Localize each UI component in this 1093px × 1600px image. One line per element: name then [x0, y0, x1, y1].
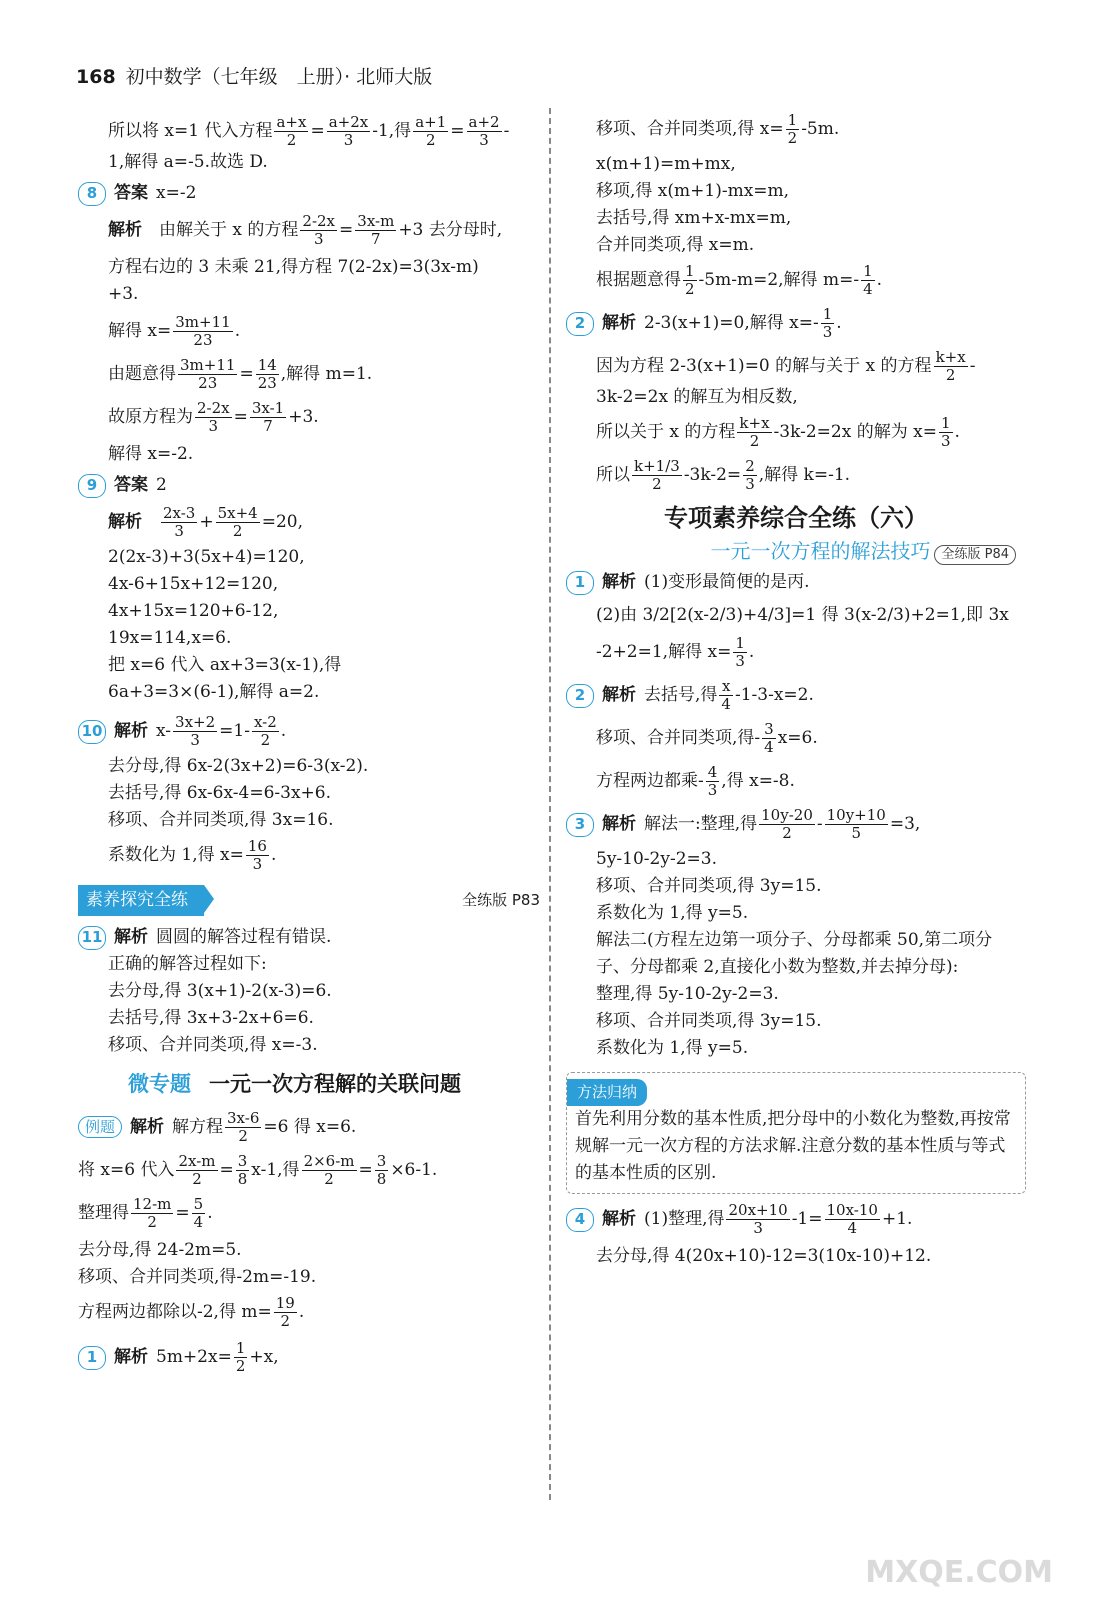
text-line: 移项、合并同类项,得-2m=-19. [78, 1267, 317, 1287]
text-line: 整理,得 5y-10-2y-2=3. [596, 984, 779, 1004]
analysis-label: 解析 [602, 1209, 636, 1229]
text-line: 因为方程 2-3(x+1)=0 的解与关于 x 的方程 $\frac{k+x}{2}$ - [596, 348, 976, 384]
text-line: x(m+1)=m+mx, [596, 154, 736, 174]
text-line: 4x-6+15x+12=120, [108, 574, 279, 594]
text-line: 合并同类项,得 x=m. [596, 235, 755, 255]
answer-label: 答案 [114, 475, 148, 495]
text-line: 系数化为 1,得 y=5. [596, 903, 749, 923]
text-line: 6a+3=3×(6-1),解得 a=2. [108, 682, 320, 702]
text-line: 移项、合并同类项,得- $\frac{3}{4}$ x=6. [596, 720, 818, 756]
text-line: 解得 x=-2. [108, 444, 194, 464]
analysis-label: 解析 [602, 313, 636, 333]
skill-question-4: 4 解析 (1)整理,得 $\frac{20x+10}{3}$ -1= $\frac{10x-10}{4}$ +1. [566, 1202, 1026, 1237]
page-reference: 全练版 P84 [934, 545, 1016, 565]
example-tag: 例题 [78, 1116, 122, 1138]
skill-question-2: 2 解析 去括号,得 $\frac{x}{4}$ -1-3-x=2. [566, 678, 1026, 713]
analysis-label: 解析 [602, 572, 636, 592]
skill-question-1: 1 解析 (1)变形最简便的是丙. [566, 569, 1026, 596]
text-line: 方程两边都除以-2,得 m= $\frac{19}{2}$ . [78, 1294, 305, 1330]
analysis-label: 解析 [602, 814, 636, 834]
text-line: 1,解得 a=-5.故选 D. [108, 152, 268, 172]
text-line: 解析 $\frac{2x-3}{3}$ + $\frac{5x+4}{2}$ =20, [108, 504, 304, 540]
method-text: 首先利用分数的基本性质,把分母中的小数化为整数,再按常规解一元一次方程的方法求解.注意分数的基本性质与等式的基本性质的区别. [575, 1109, 1011, 1183]
question-8 [78, 180, 540, 207]
text-line: 解析 由解关于 x 的方程 $\frac{2-2x}{3}$ = $\frac{3x-m}{7}$ +3 去分母时, [108, 212, 503, 248]
question-number: 10 [78, 720, 106, 744]
question-2: 2 解析 2-3(x+1)=0,解得 x=- $\frac{1}{3}$ . [566, 306, 1026, 341]
analysis-label: 解析 [114, 721, 148, 741]
text-line: 系数化为 1,得 x= $\frac{16}{3}$ . [108, 837, 277, 873]
analysis-label: 解析 [602, 685, 636, 705]
text-line: 方程两边都乘- $\frac{4}{3}$ ,得 x=-8. [596, 763, 795, 799]
text-line: 将 x=6 代入 $\frac{2x-m}{2}$ = $\frac{3}{8}$ x-1,得 $\frac{2\times 6-m}{2}$ = $\frac{3}{8}$ ×6-1. [78, 1152, 438, 1188]
text-line: 移项、合并同类项,得 x=-3. [108, 1035, 318, 1055]
text-line: 去分母,得 24-2m=5. [78, 1240, 242, 1260]
text-line: 移项、合并同类项,得 3y=15. [596, 876, 822, 896]
column-divider [549, 108, 551, 1500]
text-line: 方程右边的 3 未乘 21,得方程 7(2-2x)=3(3x-m) [108, 257, 479, 277]
text-line: 4x+15x=120+6-12, [108, 601, 279, 621]
text-line: 正确的解答过程如下: [108, 954, 267, 974]
text-line: 去分母,得 3(x+1)-2(x-3)=6. [108, 981, 332, 1001]
method-summary-box [566, 1072, 1026, 1194]
text-line: +3. [108, 284, 139, 304]
text-line: 根据题意得 $\frac{1}{2}$ -5m-m=2,解得 m=- $\frac{1}{4}$ . [596, 262, 883, 298]
text-line: 去括号,得 xm+x-mx=m, [596, 208, 792, 228]
text-line: 去分母,得 6x-2(3x+2)=6-3(x-2). [108, 756, 369, 776]
question-number: 2 [566, 312, 594, 336]
question-11: 11 解析 圆圆的解答过程有错误. [78, 924, 540, 951]
left-column [78, 112, 540, 1375]
micro-topic-title: 微专题 一元一次方程解的关联问题 [128, 1072, 461, 1096]
method-tag: 方法归纳 [567, 1079, 647, 1106]
text-line: -2+2=1,解得 x= $\frac{1}{3}$ . [596, 634, 755, 670]
analysis-label: 解析 [114, 927, 148, 947]
question-number: 11 [78, 926, 106, 950]
question-9 [78, 472, 540, 499]
text-line: 故原方程为 $\frac{2-2x}{3}$ = $\frac{3x-1}{7}$ +3. [108, 399, 319, 435]
question-number: 2 [566, 684, 594, 708]
section-subtitle: 一元一次方程的解法技巧 全练版 P84 [566, 538, 1016, 565]
answer-value: 2 [156, 475, 167, 495]
question-number: 1 [78, 1346, 106, 1370]
page-reference: 全练版 P83 [462, 891, 540, 909]
text-paragraph: 解法二(方程左边第一项分子、分母都乘 50,第二项分子、分母都乘 2,直接化小数为整数,并去掉分母): [596, 930, 993, 977]
text-line: 把 x=6 代入 ax+3=3(x-1),得 [108, 655, 342, 675]
page-header [76, 62, 432, 89]
text-line: 19x=114,x=6. [108, 628, 232, 648]
section-header [78, 873, 540, 916]
text-line: 去括号,得 3x+3-2x+6=6. [108, 1008, 314, 1028]
text-line: 所以 $\frac{k+1/3}{2}$ -3k-2= $\frac{2}{3}$ ,解得 k=-1. [596, 457, 851, 493]
text-line: 系数化为 1,得 y=5. [596, 1038, 749, 1058]
question-1: 1 解析 5m+2x= $\frac{1}{2}$ +x, [78, 1340, 540, 1375]
answer-value: x=-2 [156, 183, 197, 203]
watermark: MXQE.COM [865, 1555, 1053, 1590]
question-number: 1 [566, 571, 594, 595]
text-line: 由题意得 $\frac{3m+11}{23}$ = $\frac{14}{23}$ ,解得 m=1. [108, 356, 373, 392]
text-line: 整理得 $\frac{12-m}{2}$ = $\frac{5}{4}$ . [78, 1195, 213, 1231]
text-line: 所以关于 x 的方程 $\frac{k+x}{2}$ -3k-2=2x 的解为 x= $\frac{1}{3}$ . [596, 414, 960, 450]
question-number: 4 [566, 1208, 594, 1232]
section-banner: 素养探究全练 [78, 885, 204, 916]
question-number: 8 [78, 182, 106, 206]
analysis-label: 解析 [114, 1347, 148, 1367]
question-number: 3 [566, 813, 594, 837]
text-line: 3k-2=2x 的解互为相反数, [596, 387, 798, 407]
question-10: 10 解析 x- $\frac{3x+2}{3}$ =1- $\frac{x-2}{2}$ . [78, 714, 540, 749]
text-line: 解得 x= $\frac{3m+11}{23}$ . [108, 313, 241, 349]
analysis-label: 解析 [130, 1117, 165, 1137]
skill-question-3: 3 解析 解法一:整理,得 $\frac{10y-20}{2}$ - $\frac{10y+10}{5}$ =3, [566, 807, 1026, 842]
question-number: 9 [78, 474, 106, 498]
text-line: 所以将 x=1 代入方程 $\frac{a+x}{2}$ = $\frac{a+2x}{3}$ -1,得 $\frac{a+1}{2}$ = $\frac{a+2}{3}$ - [108, 113, 510, 149]
text-line: 去括号,得 6x-6x-4=6-3x+6. [108, 783, 331, 803]
section-title: 专项素养综合全练（六） [664, 504, 928, 532]
example: 例题 解析 解方程 $\frac{3x-6}{2}$ =6 得 x=6. [78, 1110, 540, 1145]
answer-label: 答案 [114, 183, 148, 203]
text-line: 5y-10-2y-2=3. [596, 849, 717, 869]
text-line: 移项、合并同类项,得 3y=15. [596, 1011, 822, 1031]
right-column [566, 112, 1026, 1270]
text-line: 移项,得 x(m+1)-mx=m, [596, 181, 790, 201]
text-line: 2(2x-3)+3(5x+4)=120, [108, 547, 305, 567]
book-title: 初中数学（七年级 上册）· 北师大版 [125, 66, 433, 88]
text-line: 移项、合并同类项,得 x= $\frac{1}{2}$ -5m. [596, 111, 840, 147]
text-line: (2)由 3/2[2(x-2/3)+4/3]=1 得 3(x-2/3)+2=1,即 3x [596, 605, 1009, 625]
text-line: 去分母,得 4(20x+10)-12=3(10x-10)+12. [596, 1246, 932, 1266]
page-number: 168 [76, 66, 116, 88]
text-line: 移项、合并同类项,得 3x=16. [108, 810, 334, 830]
